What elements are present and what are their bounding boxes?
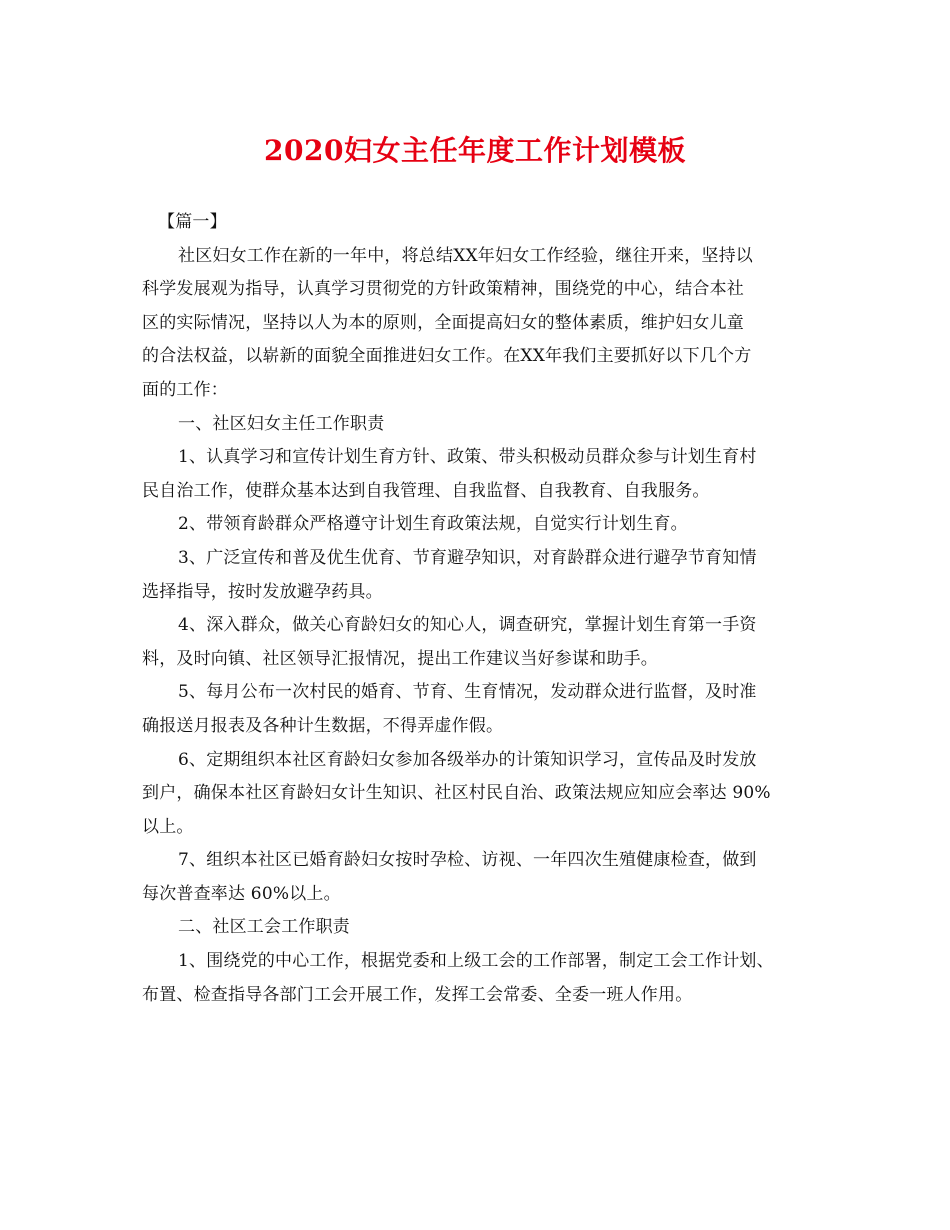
document-title: 2020妇女主任年度工作计划模板 [264, 134, 686, 167]
paragraph-line: 1、围绕党的中心工作，根据党委和上级工会的工作部署，制定工会工作计划、 [178, 951, 774, 972]
paragraph-line: 布置、检查指导各部门工会开展工作，发挥工会常委、全委一班人作用。 [142, 984, 693, 1005]
paragraph-line: 3、广泛宣传和普及优生优育、节育避孕知识，对育龄群众进行避孕节育知情 [178, 547, 757, 568]
paragraph-line: 7、组织本社区已婚育龄妇女按时孕检、访视、一年四次生殖健康检查，做到 [178, 850, 757, 871]
section-heading: 二、社区工会工作职责 [178, 917, 350, 938]
paragraph-line: 确报送月报表及各种计生数据，不得弄虚作假。 [142, 715, 504, 736]
paragraph-line: 区的实际情况，坚持以人为本的原则，全面提高妇女的整体素质，维护妇女儿童 [142, 312, 744, 333]
paragraph-line: 选择指导，按时发放避孕药具。 [142, 581, 383, 602]
paragraph-line: 科学发展观为指导，认真学习贯彻党的方针政策精神，围绕党的中心，结合本社 [142, 279, 744, 300]
document-body [142, 206, 810, 1012]
paragraph-line: 的合法权益，以崭新的面貌全面推进妇女工作。在XX年我们主要抓好以下几个方 [142, 346, 752, 367]
paragraph-line: 料，及时向镇、社区领导汇报情况，提出工作建议当好参谋和助手。 [142, 648, 658, 669]
paragraph-line: 社区妇女工作在新的一年中，将总结XX年妇女工作经验，继往开来，坚持以 [178, 245, 754, 266]
section-label: 【篇一】 [158, 212, 227, 232]
paragraph-line: 面的工作： [142, 379, 228, 400]
paragraph-line: 民自治工作，使群众基本达到自我管理、自我监督、自我教育、自我服务。 [142, 480, 710, 501]
paragraph-line: 到户，确保本社区育龄妇女计生知识、社区村民自治、政策法规应知应会率达 90% [142, 783, 771, 804]
paragraph-line: 1、认真学习和宣传计划生育方针、政策、带头积极动员群众参与计划生育村 [178, 447, 757, 468]
paragraph-line: 每次普查率达 60%以上。 [142, 883, 341, 904]
paragraph-line: 以上。 [142, 816, 194, 837]
paragraph-line: 2、带领育龄群众严格遵守计划生育政策法规，自觉实行计划生育。 [178, 514, 688, 535]
paragraph-line: 6、定期组织本社区育龄妇女参加各级举办的计策知识学习，宣传品及时发放 [178, 749, 757, 770]
section-heading: 一、社区妇女主任工作职责 [178, 413, 385, 434]
paragraph-line: 5、每月公布一次村民的婚育、节育、生育情况，发动群众进行监督，及时准 [178, 682, 757, 703]
paragraph-line: 4、深入群众，做关心育龄妇女的知心人，调查研究，掌握计划生育第一手资 [178, 615, 757, 636]
